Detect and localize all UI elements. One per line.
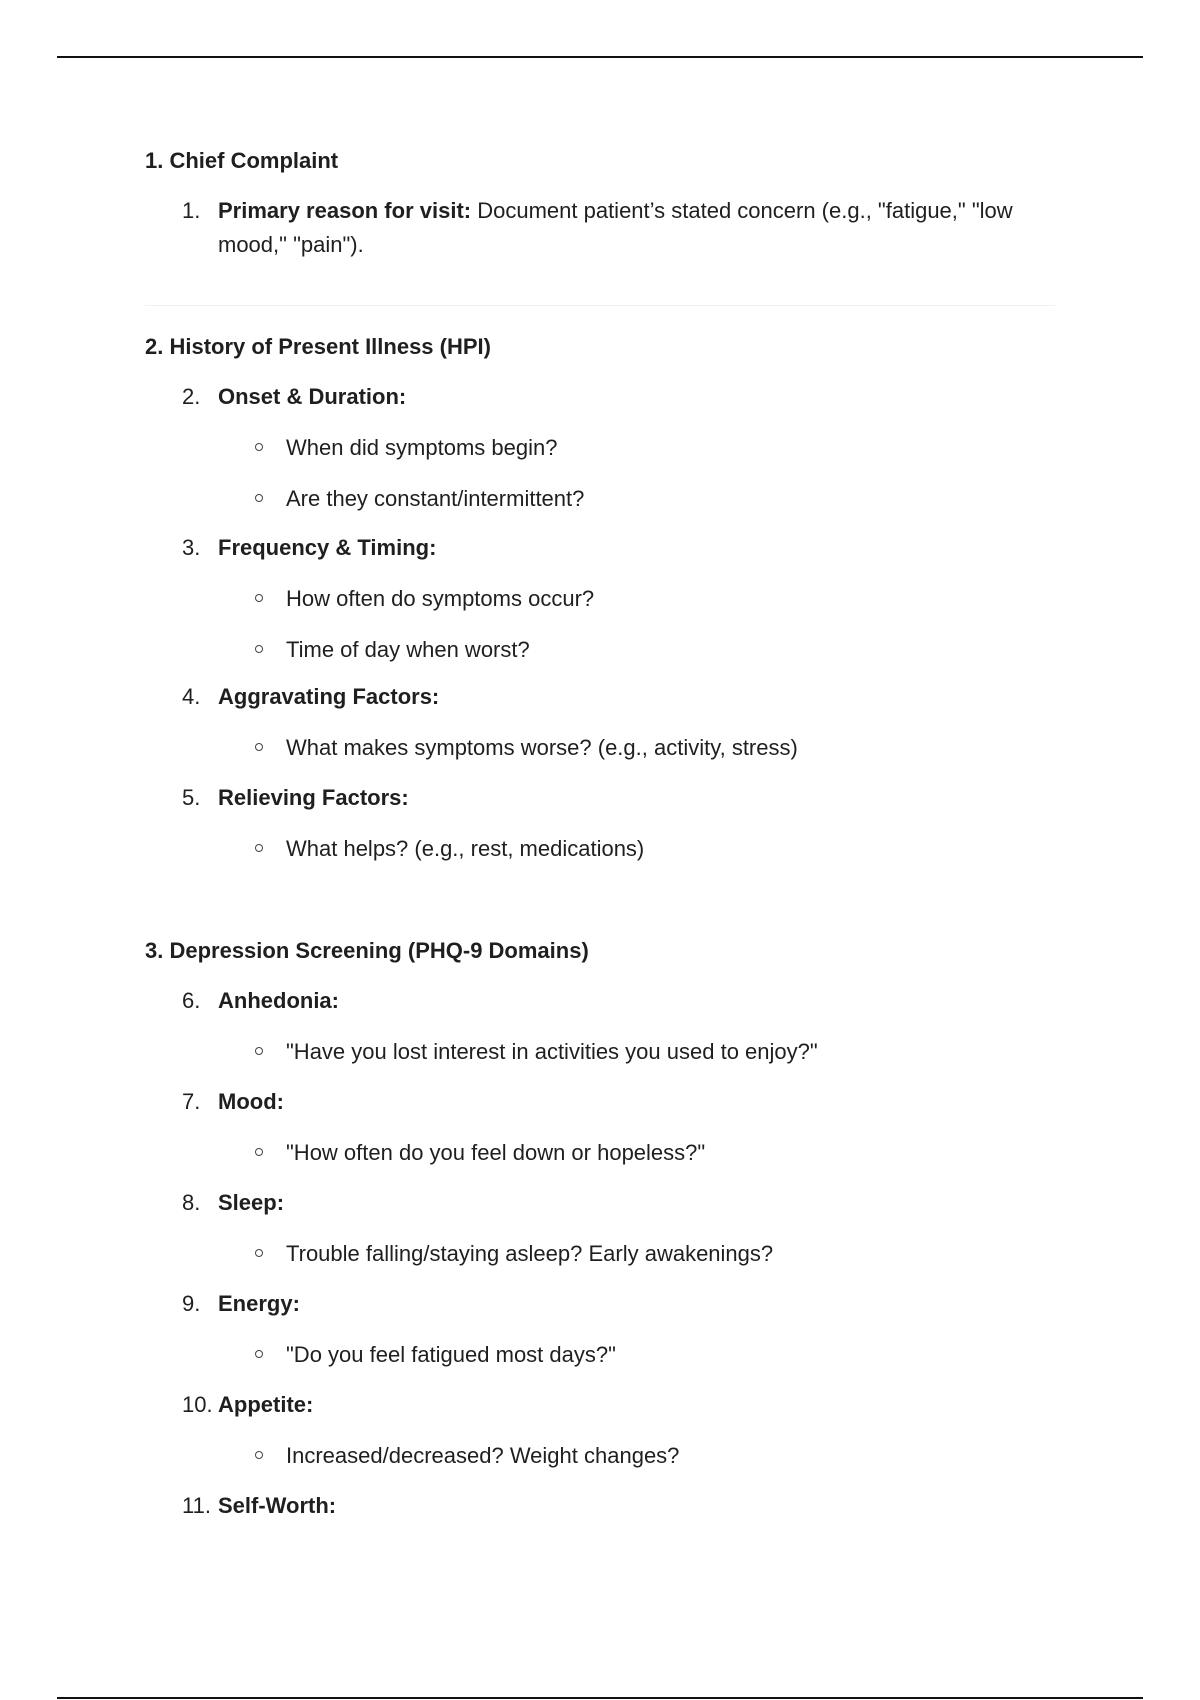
sub-item-text: Increased/decreased? Weight changes? — [286, 1443, 680, 1468]
hollow-bullet-icon — [255, 1451, 263, 1459]
item-title: Onset & Duration: — [218, 384, 407, 409]
item-text: Document patient’s stated concern (e.g., "fatigue," "low mood," "pain"). — [218, 198, 1013, 257]
sub-item-text: "Have you lost interest in activities you used to enjoy?" — [286, 1039, 818, 1064]
item-body — [218, 194, 1062, 262]
hollow-bullet-icon — [255, 443, 263, 451]
sub-item-text: Time of day when worst? — [286, 637, 530, 662]
list-item — [182, 1085, 284, 1119]
item-number: 10. — [182, 1392, 213, 1417]
sub-item-text: What helps? (e.g., rest, medications) — [286, 836, 645, 861]
item-number: 9. — [182, 1291, 201, 1316]
sub-list-item — [255, 485, 584, 513]
hollow-bullet-icon — [255, 844, 263, 852]
item-number: 5. — [182, 785, 201, 810]
hollow-bullet-icon — [255, 1249, 263, 1257]
section-divider — [145, 305, 1055, 306]
item-title: Self-Worth: — [218, 1493, 337, 1518]
sub-item-text: When did symptoms begin? — [286, 435, 558, 460]
list-item — [182, 531, 436, 565]
list-item — [182, 1186, 284, 1220]
list-item — [182, 680, 439, 714]
list-item — [182, 380, 406, 414]
list-item — [182, 781, 409, 815]
hollow-bullet-icon — [255, 743, 263, 751]
sub-list-item — [255, 1240, 773, 1268]
item-title: Sleep: — [218, 1190, 285, 1215]
hollow-bullet-icon — [255, 1148, 263, 1156]
hollow-bullet-icon — [255, 1047, 263, 1055]
item-number: 1. — [182, 198, 201, 223]
section-heading-chief-complaint: 1. Chief Complaint — [145, 148, 339, 173]
hollow-bullet-icon — [255, 1350, 263, 1358]
item-number: 8. — [182, 1190, 201, 1215]
bottom-rule — [57, 1697, 1143, 1699]
list-item — [182, 194, 1062, 262]
hollow-bullet-icon — [255, 594, 263, 602]
sub-list-item — [255, 835, 644, 863]
item-number: 3. — [182, 535, 201, 560]
item-number: 4. — [182, 684, 201, 709]
sub-list-item — [255, 1442, 679, 1470]
sub-list-item — [255, 636, 530, 664]
sub-list-item — [255, 434, 557, 462]
sub-item-text: Are they constant/intermittent? — [286, 486, 585, 511]
sub-item-text: How often do symptoms occur? — [286, 586, 595, 611]
section-heading-hpi: 2. History of Present Illness (HPI) — [145, 334, 491, 359]
item-title: Relieving Factors: — [218, 785, 409, 810]
sub-item-text: What makes symptoms worse? (e.g., activity, stress) — [286, 735, 798, 760]
list-item — [182, 1489, 336, 1523]
sub-list-item — [255, 734, 798, 762]
list-item — [182, 1388, 313, 1422]
item-title: Anhedonia: — [218, 988, 339, 1013]
item-number: 11. — [182, 1493, 211, 1518]
item-title: Aggravating Factors: — [218, 684, 440, 709]
item-number: 7. — [182, 1089, 201, 1114]
hollow-bullet-icon — [255, 494, 263, 502]
list-item — [182, 984, 339, 1018]
sub-list-item — [255, 585, 594, 613]
item-title: Primary reason for visit: — [218, 198, 472, 223]
item-title: Mood: — [218, 1089, 284, 1114]
sub-item-text: "How often do you feel down or hopeless?" — [286, 1140, 706, 1165]
section-heading-depression-screening: 3. Depression Screening (PHQ-9 Domains) — [145, 938, 589, 963]
hollow-bullet-icon — [255, 645, 263, 653]
item-number: 2. — [182, 384, 201, 409]
item-title: Appetite: — [218, 1392, 314, 1417]
sub-list-item — [255, 1139, 705, 1167]
sub-item-text: Trouble falling/staying asleep? Early awakenings? — [286, 1241, 774, 1266]
list-item — [182, 1287, 300, 1321]
sub-list-item — [255, 1038, 818, 1066]
item-title: Frequency & Timing: — [218, 535, 437, 560]
item-number: 6. — [182, 988, 201, 1013]
sub-list-item — [255, 1341, 616, 1369]
top-rule — [57, 56, 1143, 58]
sub-item-text: "Do you feel fatigued most days?" — [286, 1342, 616, 1367]
item-title: Energy: — [218, 1291, 300, 1316]
